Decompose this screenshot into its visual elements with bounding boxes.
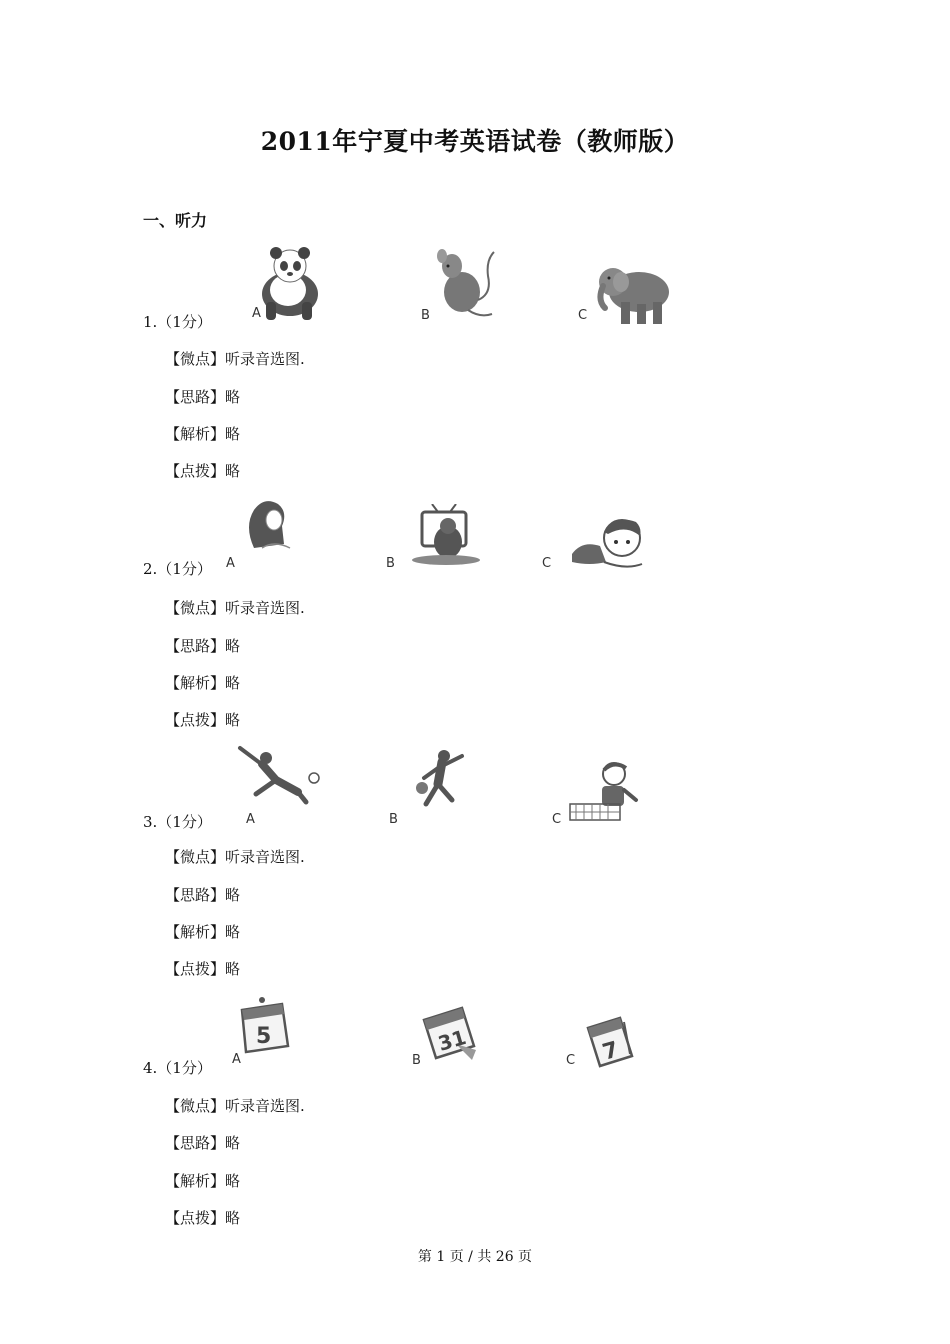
- option-b-image: [428, 246, 500, 320]
- elephant-icon: [595, 262, 673, 328]
- dianbo-line: 【点拨】略: [165, 1209, 241, 1227]
- silu-line: 【思路】略: [165, 1134, 241, 1152]
- jiexi-line: 【解析】略: [165, 674, 241, 692]
- silu-line: 【思路】略: [165, 637, 241, 655]
- weidian-line: 【微点】听录音选图.: [165, 1097, 305, 1115]
- option-letter: B: [421, 308, 430, 323]
- option-letter: C: [566, 1053, 576, 1068]
- question-number: 4.（1分）: [143, 1059, 212, 1077]
- option-letter: A: [232, 1052, 241, 1067]
- option-c-image: [580, 1014, 638, 1072]
- dianbo-line: 【点拨】略: [165, 711, 241, 729]
- question-number: 3.（1分）: [143, 813, 212, 831]
- question-number: 1.（1分）: [143, 313, 212, 331]
- boy-watching-tv-icon: [408, 504, 484, 566]
- option-c-image: [595, 262, 673, 328]
- boy-tennis-icon: [566, 760, 642, 826]
- mouse-icon: [428, 246, 500, 320]
- silu-line: 【思路】略: [165, 388, 241, 406]
- basketball-player-icon: [408, 748, 474, 812]
- calendar-5-icon: [236, 996, 292, 1054]
- jiexi-line: 【解析】略: [165, 425, 241, 443]
- option-b-image: [420, 1004, 480, 1064]
- option-letter: B: [386, 556, 395, 571]
- option-letter: C: [578, 308, 588, 323]
- weidian-line: 【微点】听录音选图.: [165, 350, 305, 368]
- option-a-image: [240, 496, 296, 556]
- dianbo-line: 【点拨】略: [165, 462, 241, 480]
- option-c-image: [566, 760, 642, 826]
- option-a-image: [232, 742, 324, 810]
- option-letter: B: [412, 1053, 421, 1068]
- weidian-line: 【微点】听录音选图.: [165, 599, 305, 617]
- calendar-number: 31: [435, 1025, 469, 1056]
- girl-hair-icon: [240, 496, 296, 556]
- calendar-7-icon: [580, 1014, 638, 1072]
- page-title: 2011年宁夏中考英语试卷（教师版）: [260, 127, 690, 156]
- jiexi-line: 【解析】略: [165, 923, 241, 941]
- silu-line: 【思路】略: [165, 886, 241, 904]
- page-footer: 第 1 页 / 共 26 页: [417, 1249, 533, 1265]
- dianbo-line: 【点拨】略: [165, 960, 241, 978]
- option-letter: A: [252, 306, 261, 321]
- option-letter: B: [389, 812, 398, 827]
- option-b-image: [408, 504, 484, 566]
- option-letter: A: [246, 812, 255, 827]
- child-lying-icon: [570, 510, 648, 574]
- calendar-31-icon: [420, 1004, 480, 1064]
- section-heading: 一、听力: [143, 211, 208, 230]
- option-letter: C: [552, 812, 562, 827]
- option-b-image: [408, 748, 474, 812]
- jiexi-line: 【解析】略: [165, 1172, 241, 1190]
- weidian-line: 【微点】听录音选图.: [165, 848, 305, 866]
- question-number: 2.（1分）: [143, 560, 212, 578]
- soccer-player-icon: [232, 742, 324, 810]
- option-letter: C: [542, 556, 552, 571]
- calendar-number: 7: [599, 1037, 622, 1066]
- option-letter: A: [226, 556, 235, 571]
- option-a-image: [236, 996, 292, 1054]
- option-c-image: [570, 510, 648, 574]
- calendar-number: 5: [256, 1024, 272, 1049]
